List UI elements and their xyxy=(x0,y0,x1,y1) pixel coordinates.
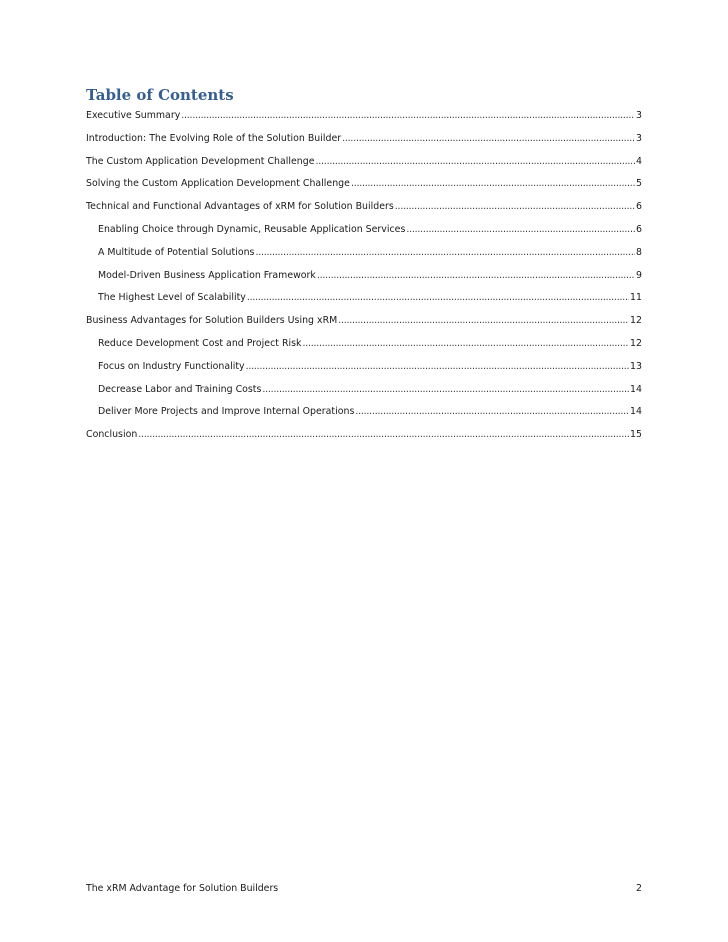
toc-entry-page-number: 3 xyxy=(636,110,642,121)
toc-entry[interactable] xyxy=(86,132,642,155)
toc-entry-label: Technical and Functional Advantages of xRM for Solution Builders xyxy=(86,201,394,213)
toc-entry-page-number: 14 xyxy=(630,406,642,418)
toc-entry-page-number: 8 xyxy=(636,246,642,258)
toc-entry-label: Enabling Choice through Dynamic, Reusable Application Services xyxy=(98,223,406,235)
toc-dot-leader xyxy=(338,314,629,328)
toc-dot-leader xyxy=(138,428,629,442)
toc-dot-leader xyxy=(247,291,629,305)
page-footer xyxy=(86,883,642,894)
toc-entry[interactable] xyxy=(86,223,642,246)
toc-entry-label: Introduction: The Evolving Role of the Solution Builder xyxy=(86,132,342,144)
toc-dot-leader xyxy=(395,200,635,214)
toc-entry[interactable] xyxy=(86,109,642,132)
toc-entry-page-number: 13 xyxy=(630,360,642,372)
toc-entry-label: Decrease Labor and Training Costs xyxy=(98,383,262,395)
toc-entry[interactable] xyxy=(86,291,642,314)
toc-entry-page-number: 6 xyxy=(636,223,642,235)
toc-entry-page-number: 15 xyxy=(630,429,642,441)
toc-entry-page-number: 14 xyxy=(630,383,642,395)
toc-entry[interactable] xyxy=(86,155,642,178)
toc-dot-leader xyxy=(246,360,629,374)
toc-entry[interactable] xyxy=(86,360,642,383)
toc-entry-page-number: 11 xyxy=(630,292,642,304)
footer-page-number: 2 xyxy=(636,883,642,894)
toc-dot-leader xyxy=(181,109,635,123)
toc-entry-page-number: 12 xyxy=(630,337,642,349)
toc-entry-label: The Highest Level of Scalability xyxy=(98,292,246,304)
toc-entry-label: Model-Driven Business Application Framework xyxy=(98,269,316,281)
toc-entry[interactable] xyxy=(86,177,642,200)
toc-dot-leader xyxy=(355,405,629,419)
table-of-contents xyxy=(86,109,642,451)
toc-entry[interactable] xyxy=(86,246,642,269)
toc-dot-leader xyxy=(342,132,635,146)
toc-entry-label: Business Advantages for Solution Builders Using xRM xyxy=(86,315,338,327)
toc-dot-leader xyxy=(351,177,635,191)
toc-entry[interactable] xyxy=(86,314,642,337)
toc-dot-leader xyxy=(262,383,629,397)
toc-entry-label: The Custom Application Development Challenge xyxy=(86,155,315,167)
toc-entry[interactable] xyxy=(86,200,642,223)
toc-entry-page-number: 3 xyxy=(636,132,642,144)
toc-entry-page-number: 12 xyxy=(630,315,642,327)
toc-dot-leader xyxy=(255,246,635,260)
toc-entry-page-number: 6 xyxy=(636,201,642,213)
toc-dot-leader xyxy=(317,269,635,283)
toc-entry-label: Conclusion xyxy=(86,429,138,441)
toc-entry-page-number: 5 xyxy=(636,178,642,190)
toc-entry-label: Reduce Development Cost and Project Risk xyxy=(98,337,302,349)
toc-title: Table of Contents xyxy=(86,86,234,104)
toc-entry[interactable] xyxy=(86,405,642,428)
toc-entry-label: A Multitude of Potential Solutions xyxy=(98,246,255,258)
toc-entry-label: Executive Summary xyxy=(86,110,181,121)
toc-entry[interactable] xyxy=(86,428,642,451)
toc-entry-page-number: 4 xyxy=(636,155,642,167)
toc-dot-leader xyxy=(302,337,629,351)
footer-document-title: The xRM Advantage for Solution Builders xyxy=(86,883,279,894)
toc-dot-leader xyxy=(406,223,635,237)
toc-entry-label: Focus on Industry Functionality xyxy=(98,360,245,372)
toc-entry[interactable] xyxy=(86,383,642,406)
toc-entry-label: Solving the Custom Application Development Challenge xyxy=(86,178,350,190)
toc-dot-leader xyxy=(316,155,635,169)
toc-entry[interactable] xyxy=(86,337,642,360)
toc-entry-label: Deliver More Projects and Improve Internal Operations xyxy=(98,406,355,418)
toc-entry[interactable] xyxy=(86,269,642,292)
toc-entry-page-number: 9 xyxy=(636,269,642,281)
